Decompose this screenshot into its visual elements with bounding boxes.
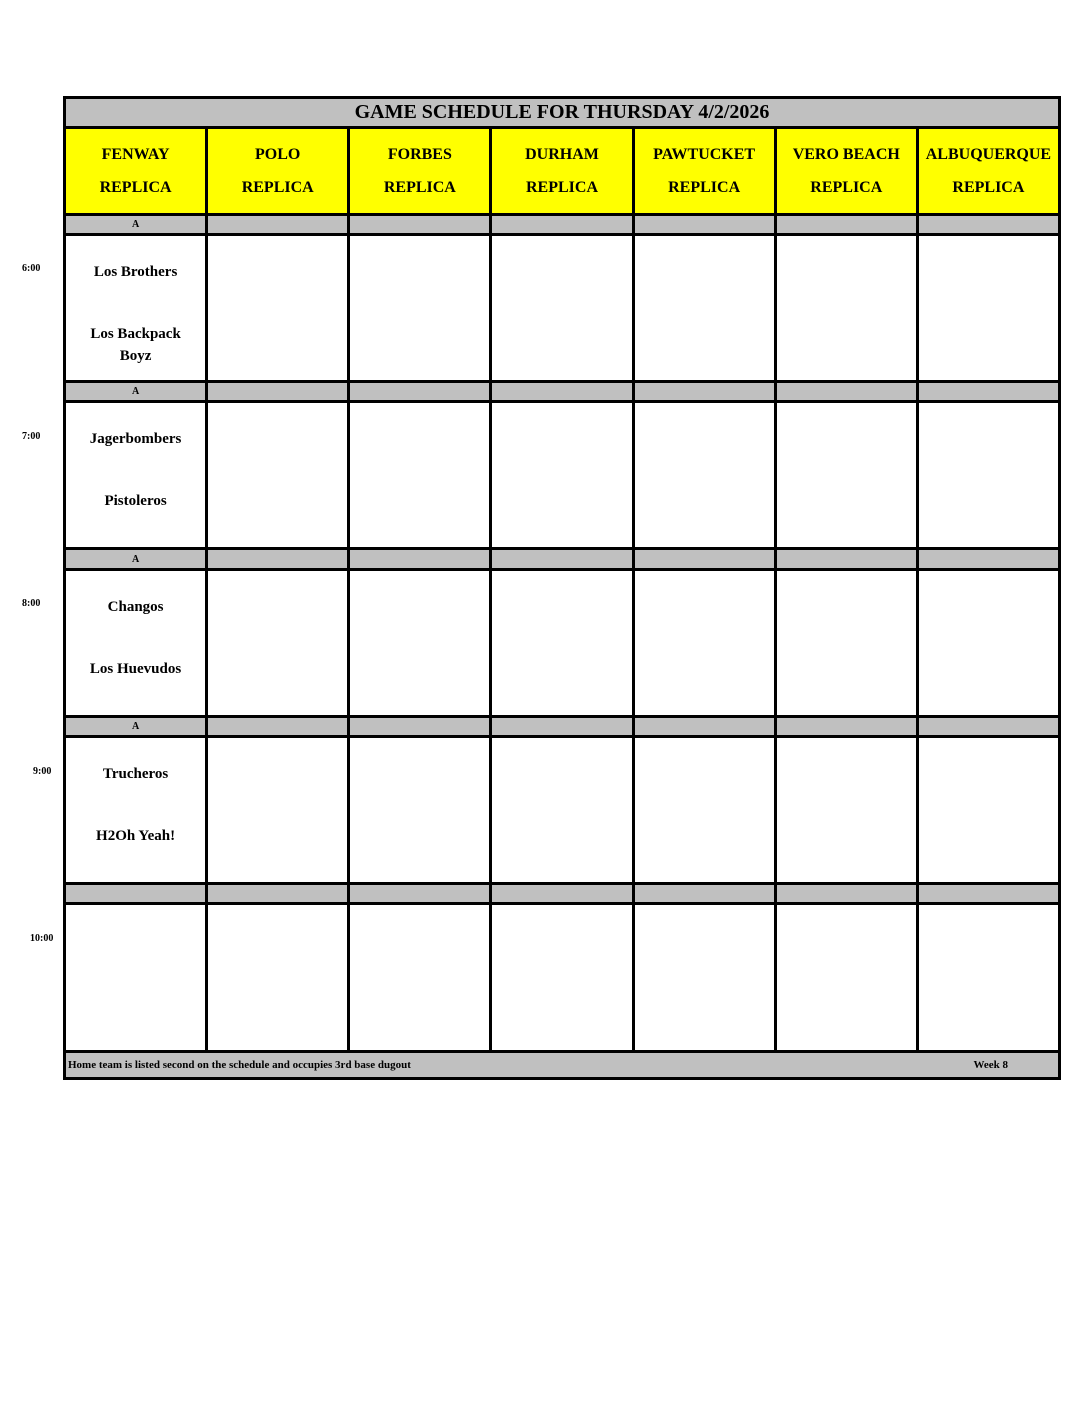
division-cell [491,549,633,569]
division-cell [633,214,775,234]
field-name: PAWTUCKET [653,146,756,164]
division-label: A [65,549,207,569]
field-type: REPLICA [383,179,456,197]
team-home: Los Backpack Boyz [90,325,181,364]
division-cell [207,214,349,234]
field-header [491,128,633,214]
team-away: Jagerbombers [89,431,182,448]
empty-game-cell [917,569,1059,716]
field-name: DURHAM [525,146,599,164]
empty-game-cell [917,234,1059,381]
empty-game-cell [65,904,207,1051]
game-cell [65,234,207,381]
team-away: Los Brothers [93,263,178,280]
footer [65,1051,1060,1078]
empty-game-cell [491,904,633,1051]
division-cell [491,382,633,402]
empty-game-cell [633,569,775,716]
empty-game-cell [633,737,775,884]
empty-game-cell [775,569,917,716]
division-cell [633,884,775,904]
field-type: REPLICA [99,179,172,197]
time-label: 10:00 [30,933,54,944]
team-home: Pistoleros [104,493,167,510]
division-label: A [65,716,207,736]
team-away: Trucheros [102,766,169,783]
division-cell [917,549,1059,569]
empty-game-cell [349,904,491,1051]
schedule-table [63,96,1061,1080]
division-cell [917,382,1059,402]
team-home: Los Huevudos [89,660,182,677]
empty-game-cell [349,737,491,884]
field-name: FENWAY [101,146,170,164]
time-label: 9:00 [33,766,52,777]
division-cell [775,214,917,234]
division-cell [207,716,349,736]
division-label [65,884,207,904]
empty-game-cell [491,234,633,381]
empty-game-cell [491,402,633,549]
division-cell [633,549,775,569]
division-label: A [65,214,207,234]
field-header [917,128,1059,214]
field-type: REPLICA [810,179,883,197]
field-header-row [65,128,1060,214]
empty-game-cell [491,569,633,716]
division-cell [207,549,349,569]
empty-game-cell [207,737,349,884]
division-cell [775,716,917,736]
field-name: VERO BEACH [792,146,900,164]
field-type: REPLICA [668,179,741,197]
division-cell [491,884,633,904]
division-row [65,549,1060,569]
division-cell [633,382,775,402]
field-header [633,128,775,214]
division-cell [491,214,633,234]
team-away: Changos [107,598,164,615]
field-name: FORBES [387,146,452,164]
field-header [349,128,491,214]
division-row [65,884,1060,904]
game-cell [65,737,207,884]
empty-game-cell [491,737,633,884]
field-type: REPLICA [241,179,314,197]
field-header [65,128,207,214]
empty-game-cell [775,904,917,1051]
division-label: A [65,382,207,402]
empty-game-cell [775,737,917,884]
division-row [65,214,1060,234]
game-cell [65,402,207,549]
division-cell [349,214,491,234]
empty-game-cell [633,904,775,1051]
field-header [207,128,349,214]
empty-game-cell [207,904,349,1051]
time-labels [0,0,62,1408]
week-label: Week 8 [973,1058,1008,1071]
empty-game-cell [349,402,491,549]
game-row [65,737,1060,884]
division-cell [491,716,633,736]
division-cell [349,382,491,402]
team-home: H2Oh Yeah! [96,828,176,845]
division-row [65,716,1060,736]
game-row [65,234,1060,381]
field-type: REPLICA [525,179,598,197]
division-row [65,382,1060,402]
division-cell [349,549,491,569]
field-name: ALBUQUERQUE [925,146,1052,164]
field-header [775,128,917,214]
division-cell [349,884,491,904]
division-cell [775,549,917,569]
division-cell [917,214,1059,234]
empty-game-cell [207,234,349,381]
empty-game-cell [633,402,775,549]
game-row [65,402,1060,549]
empty-game-cell [775,234,917,381]
empty-game-cell [349,234,491,381]
empty-game-cell [917,904,1059,1051]
empty-game-cell [633,234,775,381]
game-cell [65,569,207,716]
schedule-title: GAME SCHEDULE FOR THURSDAY 4/2/2026 [65,98,1060,128]
empty-game-cell [775,402,917,549]
division-cell [349,716,491,736]
division-cell [917,884,1059,904]
division-cell [207,884,349,904]
division-cell [633,716,775,736]
division-cell [207,382,349,402]
field-type: REPLICA [952,179,1025,197]
empty-game-cell [917,737,1059,884]
division-cell [775,382,917,402]
game-row [65,904,1060,1051]
empty-game-cell [207,569,349,716]
division-cell [917,716,1059,736]
time-label: 7:00 [22,431,41,442]
empty-game-cell [917,402,1059,549]
empty-game-cell [207,402,349,549]
division-cell [775,884,917,904]
empty-game-cell [349,569,491,716]
field-name: POLO [255,146,301,164]
footer-note: Home team is listed second on the schedule and occupies 3rd base dugout [68,1058,411,1071]
time-label: 6:00 [22,263,41,274]
time-label: 8:00 [22,598,41,609]
game-row [65,569,1060,716]
